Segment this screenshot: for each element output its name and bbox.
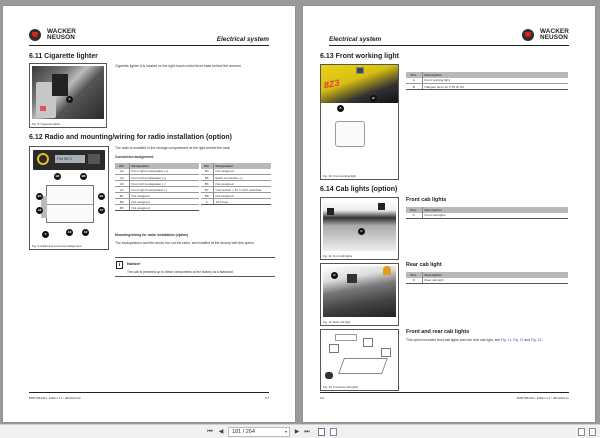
pin: A7 (115, 187, 129, 193)
table-row (406, 84, 568, 90)
link-fig-12[interactable]: Fig. 12 (513, 338, 524, 342)
callout-a: A (337, 105, 344, 112)
front-rear-cab-lights-text (406, 338, 581, 343)
col-description: Description (422, 72, 568, 78)
figure-caption: Fig. 8: Cigarette lighter (32, 122, 61, 126)
pin: F (201, 199, 213, 205)
pos: B (406, 84, 422, 90)
figure-caption: Fig. 9: Radio and connector assignment (32, 244, 82, 248)
separator: , (511, 338, 514, 342)
col-description: Description (422, 207, 568, 213)
cigarette-lighter-photo (32, 66, 104, 119)
designation: Front left loudspeaker (-) (129, 181, 199, 187)
radio-intro-text: The radio is installed in the storage compartment at the right behind the seat. (115, 146, 231, 150)
pin: A2 (115, 169, 129, 175)
next-page-button[interactable]: ▶ (294, 429, 300, 435)
page-footer (320, 392, 569, 400)
description: Front working light (422, 78, 568, 84)
last-page-button[interactable]: ⏭ (304, 429, 310, 435)
notice-title: Notice! (127, 261, 141, 266)
callout-b1: B1 (99, 194, 104, 198)
callout-b: B (370, 95, 377, 102)
callout-b8: B8 (81, 174, 86, 178)
logo-line1: WACKER (47, 28, 77, 36)
logo-mark-icon (522, 29, 534, 41)
connection-assignment-heading: Connection assignment (115, 155, 154, 159)
notice-text: The cab is prewired up to these components at the factory as a standard. (127, 270, 234, 274)
section-title: Electrical system (329, 36, 382, 43)
previous-page-button[interactable]: ◀ (218, 429, 224, 435)
wacker-neuson-logo (522, 29, 569, 41)
description: Front cab lights (422, 213, 568, 219)
pos: D (406, 278, 422, 284)
front-cab-lights-table (406, 207, 568, 219)
col-description: Description (422, 272, 568, 278)
front-cab-photo (323, 200, 396, 251)
page-header (329, 29, 569, 46)
figure-radio-connector (29, 146, 109, 250)
separator: and (523, 338, 531, 342)
front-rear-cab-lights-heading: Front and rear cab lights (406, 329, 470, 335)
figure-front-rear-cab-lights (320, 329, 399, 391)
rear-cab-light-table (406, 272, 568, 284)
col-designation: Designation (129, 163, 199, 169)
heading-6-14: 6.14 Cab lights (option) (320, 186, 398, 193)
figure-caption: Fig. 13: Front/rear cab lights (323, 385, 358, 389)
logo-mark-icon (29, 29, 41, 41)
designation: Front right loudspeaker (+) (129, 169, 199, 175)
page-6-7 (3, 6, 295, 422)
single-page-view-icon[interactable] (330, 428, 337, 436)
connector-diagram (46, 185, 94, 223)
pos: A (406, 78, 422, 84)
radio-display: FM 95.3 (55, 155, 85, 163)
chevron-down-icon[interactable]: ▾ (284, 429, 287, 434)
pin: A3 (115, 175, 129, 181)
pin: B4 (201, 169, 213, 175)
machine-label: 8Z3 (324, 77, 340, 91)
designation: Front left loudspeaker (+) (129, 175, 199, 181)
col-designation: Designation (213, 163, 271, 169)
cigarette-lighter-text: Cigarette lighter A is located on the right-hand control lever base behind the armrest. (115, 64, 242, 68)
pin: B1 (115, 193, 129, 199)
pin: A6 (115, 181, 129, 187)
figure-rear-cab-light (320, 263, 399, 326)
pin: B8 (201, 193, 213, 199)
figure-front-working-light (320, 64, 399, 180)
figure-cigarette-lighter (29, 63, 107, 128)
figure-caption: Fig. 12: Rear cab light (323, 320, 351, 324)
callout-b4: B4 (37, 194, 42, 198)
page-number-value: 181 / 264 (232, 429, 255, 435)
footer-doc-ref: BHB 28Z3 EN • Edition 1.1 * 28z3e610.fm (29, 396, 82, 400)
heading-6-12: 6.12 Radio and mounting/wiring for radio installation (option) (29, 134, 232, 141)
page-number-input[interactable] (228, 427, 290, 437)
designation: Not assigned (213, 169, 271, 175)
designation: Front right loudspeaker (-) (129, 187, 199, 193)
pin: B5 (201, 175, 213, 181)
fit-width-icon[interactable] (589, 428, 596, 436)
designation: Connection + 12 V ACC switched (213, 187, 271, 193)
page-header (29, 29, 269, 46)
rear-cab-light-heading: Rear cab light (406, 262, 442, 268)
front-cab-lights-heading: Front cab lights (406, 197, 447, 203)
page-6-8 (303, 6, 595, 422)
two-page-view-icon[interactable] (318, 428, 325, 436)
description: Rear cab light (422, 278, 568, 284)
text-suffix: . (541, 338, 543, 342)
radio-photo (33, 150, 105, 170)
callout-a: A (66, 96, 73, 103)
page-footer (29, 392, 269, 400)
mounting-heading: Mounting/wiring for radio installation (option) (115, 233, 189, 237)
section-title: Electrical system (216, 36, 269, 43)
footer-doc-ref: BHB 28Z3 EN • Edition 1.1 * 28z3e610.fm (516, 396, 569, 400)
callout-a3: A3 (67, 230, 72, 234)
callout-a7: A7 (99, 208, 104, 212)
designation: Not assigned (129, 205, 199, 211)
figure-front-cab-lights (320, 197, 399, 260)
designation: Earth connection (-) (213, 175, 271, 181)
callout-f: F (42, 231, 49, 238)
footer-page-number: 6-8 (320, 396, 325, 400)
table-row (115, 205, 199, 211)
lamp-drawing (335, 121, 365, 147)
pin: B7 (201, 187, 213, 193)
callout-a2: A2 (83, 230, 88, 234)
table-row (406, 213, 568, 219)
pin-table-right (201, 163, 271, 205)
designation: Not assigned (213, 193, 271, 199)
front-working-light-table (406, 72, 568, 90)
figure-caption: Fig. 11: Front cab lights (323, 254, 353, 258)
pin: B3 (115, 205, 129, 211)
footer-page-number: 6-7 (264, 396, 269, 400)
logo-line2: NEUSON (47, 34, 75, 41)
pin: B6 (201, 181, 213, 187)
callout-a6: A6 (37, 208, 42, 212)
logo-line1: WACKER (539, 28, 569, 36)
rear-cab-photo (323, 266, 396, 317)
excavator-arm-photo (321, 65, 398, 103)
pin: B2 (115, 199, 129, 205)
notice-box (115, 257, 275, 277)
info-icon: i (116, 261, 123, 269)
col-pos: Pos. (406, 272, 422, 278)
pin-table-left (115, 163, 199, 211)
table-row (201, 199, 271, 205)
col-pos: Pos. (406, 207, 422, 213)
callout-c: C (358, 228, 365, 235)
mounting-text: The loudspeakers and the aerial, but not the radio, are installed at the factory with this option. (115, 241, 255, 245)
page-navigation-toolbar (0, 424, 600, 438)
designation: Not assigned (213, 181, 271, 187)
col-pin: Pin (201, 163, 213, 169)
col-pin: Pin (115, 163, 129, 169)
col-pos: Pos. (406, 72, 422, 78)
heading-6-13: 6.13 Front working light (320, 53, 399, 60)
wacker-neuson-logo (29, 29, 76, 41)
text-prefix: This option includes front cab lights and one rear cab light, see (406, 338, 501, 342)
description: Halogen lamp 12 V 55 W H3 (422, 84, 568, 90)
designation: Not assigned (129, 199, 199, 205)
logo-line2: NEUSON (539, 34, 568, 41)
table-row (406, 278, 568, 284)
callout-b3: B3 (55, 174, 60, 178)
link-fig-11[interactable]: Fig. 11 (501, 338, 512, 342)
link-fig-13[interactable]: Fig. 13 (530, 338, 542, 342)
figure-caption: Fig. 10: Front working light (323, 174, 356, 178)
designation: 15 A fuse (213, 199, 271, 205)
fit-page-icon[interactable] (578, 428, 585, 436)
heading-6-11: 6.11 Cigarette lighter (29, 53, 98, 60)
first-page-button[interactable]: ⏮ (207, 429, 213, 435)
designation: Not assigned (129, 193, 199, 199)
pos: C (406, 213, 422, 219)
callout-d: D (331, 272, 338, 279)
